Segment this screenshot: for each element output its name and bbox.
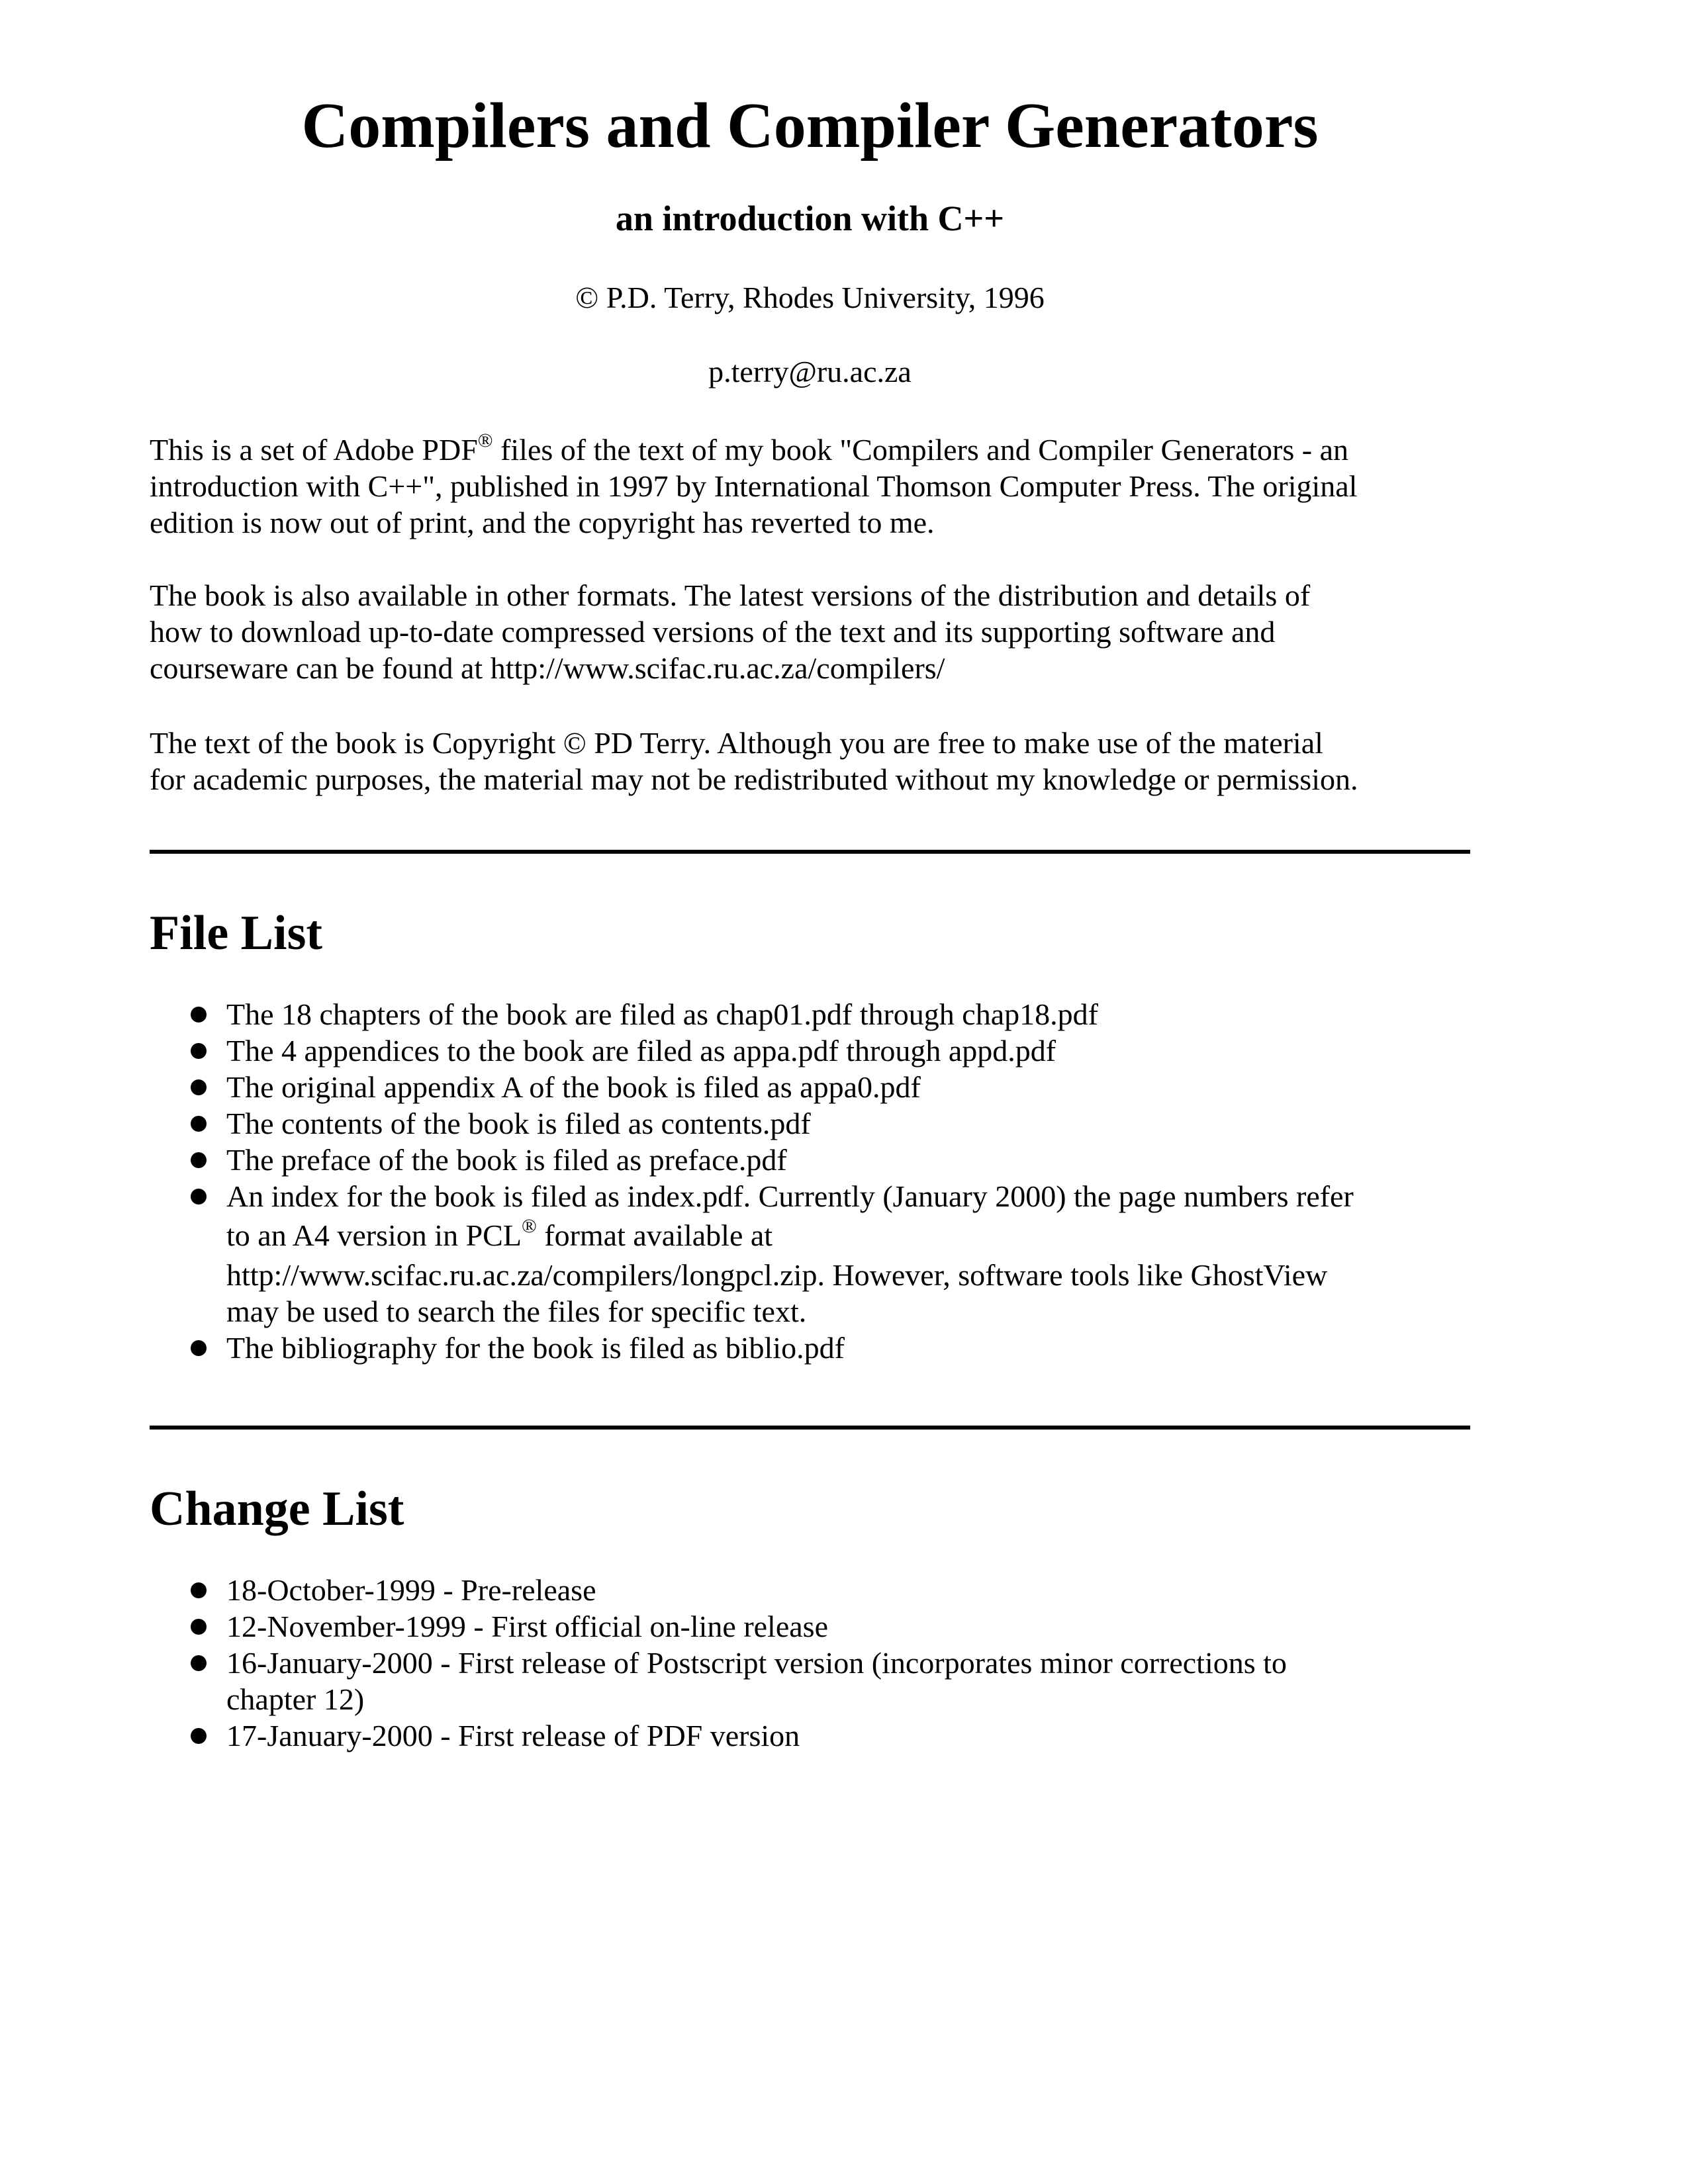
index-item-line-3: http://www.scifac.ru.ac.za/compilers/longpcl.zip. However, software tools like GhostView <box>226 1258 1328 1292</box>
list-item <box>150 1645 1474 1717</box>
copyright-line: © P.D. Terry, Rhodes University, 1996 <box>575 281 1045 314</box>
bullet-icon <box>191 1189 207 1205</box>
horizontal-divider <box>150 850 1470 854</box>
bullet-icon <box>191 1043 207 1059</box>
index-item-line-2-end: format available at <box>536 1218 773 1252</box>
list-item <box>150 1142 1474 1178</box>
intro-paragraph-3 <box>150 725 1474 797</box>
file-list <box>150 996 1474 1366</box>
intro-p2-line-2: how to download up-to-date compressed versions of the text and its supporting software and <box>150 615 1276 649</box>
bullet-icon <box>191 1116 207 1132</box>
intro-p3-line-1: The text of the book is Copyright © PD Terry. Although you are free to make use of the material <box>150 726 1323 760</box>
bullet-icon <box>191 1728 207 1744</box>
list-item <box>150 1572 1474 1608</box>
intro-p1-line-1-start: This is a set of Adobe PDF <box>150 433 478 467</box>
list-item-index <box>150 1178 1474 1330</box>
list-item-text: The bibliography for the book is filed as biblio.pdf <box>226 1331 845 1365</box>
change-item-line-1: 16-January-2000 - First release of Postscript version (incorporates minor corrections to <box>226 1646 1287 1680</box>
intro-paragraph-2 <box>150 577 1474 686</box>
horizontal-divider <box>150 1426 1470 1430</box>
intro-p2-line-3: courseware can be found at http://www.scifac.ru.ac.za/compilers/ <box>150 651 945 685</box>
index-item-line-1: An index for the book is filed as index.pdf. Currently (January 2000) the page numbers refer <box>226 1179 1354 1213</box>
index-item-line-4: may be used to search the files for specific text. <box>226 1295 807 1328</box>
list-item <box>150 1608 1474 1645</box>
bullet-icon <box>191 1340 207 1356</box>
document-subtitle: an introduction with C++ <box>615 199 1005 238</box>
intro-p1-line-1-end: files of the text of my book "Compilers and Compiler Generators - an <box>492 433 1349 467</box>
index-item-line-2 <box>226 1214 1474 1257</box>
list-item <box>150 1105 1474 1142</box>
registered-mark: ® <box>521 1215 537 1237</box>
list-item-text: 12-November-1999 - First official on-line release <box>226 1610 828 1643</box>
bullet-icon <box>191 1152 207 1168</box>
bullet-icon <box>191 1079 207 1095</box>
bullet-icon <box>191 1007 207 1023</box>
intro-p3-line-2: for academic purposes, the material may not be redistributed without my knowledge or permission. <box>150 762 1358 796</box>
bullet-icon <box>191 1619 207 1635</box>
list-item <box>150 996 1474 1032</box>
change-list <box>150 1572 1474 1754</box>
list-item <box>150 1717 1474 1754</box>
list-item <box>150 1330 1474 1366</box>
list-item-text: The original appendix A of the book is filed as appa0.pdf <box>226 1070 921 1104</box>
intro-paragraph-1 <box>150 432 1474 541</box>
index-item-line-2-start: to an A4 version in PCL <box>226 1218 522 1252</box>
list-item-text: 17-January-2000 - First release of PDF version <box>226 1719 800 1752</box>
document-title: Compilers and Compiler Generators <box>301 90 1319 161</box>
intro-p2-line-1: The book is also available in other formats. The latest versions of the distribution and details of <box>150 578 1311 612</box>
registered-mark: ® <box>477 430 493 451</box>
list-item <box>150 1069 1474 1105</box>
list-item-text: The preface of the book is filed as preface.pdf <box>226 1143 787 1177</box>
intro-p1-line-3: edition is now out of print, and the copyright has reverted to me. <box>150 506 935 539</box>
list-item-text: The 4 appendices to the book are filed as appa.pdf through appd.pdf <box>226 1034 1056 1068</box>
change-list-heading: Change List <box>150 1482 404 1536</box>
list-item <box>150 1032 1474 1069</box>
bullet-icon <box>191 1582 207 1598</box>
intro-p1-line-2: introduction with C++", published in 1997 by International Thomson Computer Press. The original <box>150 469 1358 503</box>
intro-p1-line-1 <box>150 432 1474 468</box>
list-item-text: 18-October-1999 - Pre-release <box>226 1573 596 1607</box>
list-item-text: The contents of the book is filed as contents.pdf <box>226 1107 811 1140</box>
bullet-icon <box>191 1655 207 1671</box>
list-item-text: The 18 chapters of the book are filed as chap01.pdf through chap18.pdf <box>226 997 1098 1031</box>
author-email: p.terry@ru.ac.za <box>708 355 912 388</box>
file-list-heading: File List <box>150 906 323 960</box>
change-item-line-2: chapter 12) <box>226 1682 365 1716</box>
